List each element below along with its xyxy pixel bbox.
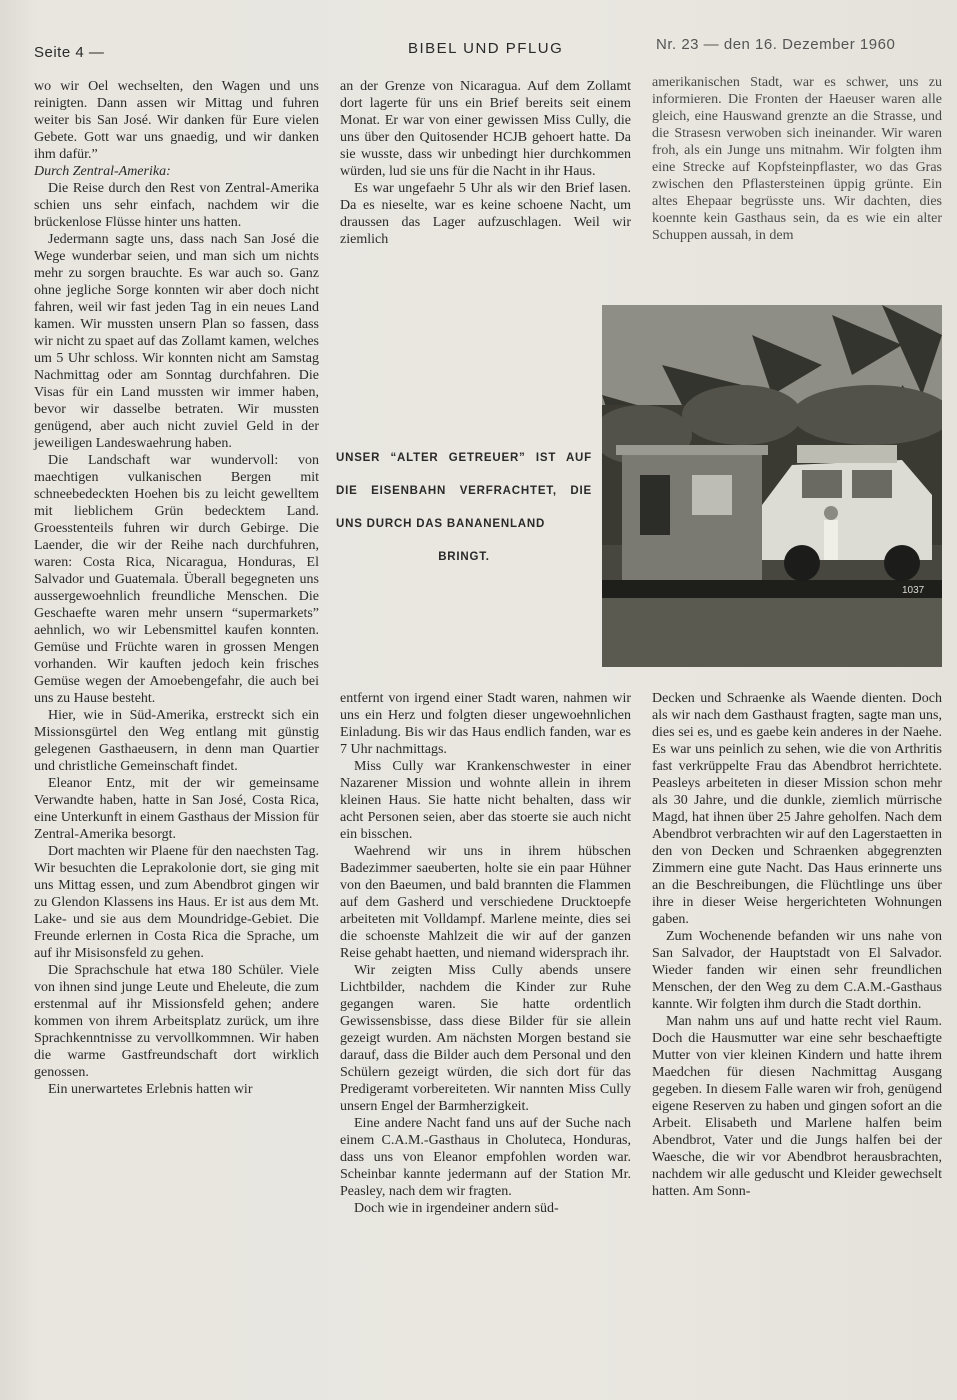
photo-caption: [336, 442, 592, 574]
paragraph: Miss Cully war Krankenschwester in einer Nazarener Mission und wohnte allein in ihrem kleinen Haus. Sie hatte nicht behalten, dass wir acht Personen seien, aber das stoerte sie auch nicht ein bisschen.: [340, 759, 631, 842]
paragraph: Wir zeigten Miss Cully abends unsere Lichtbilder, nachdem die Kinder zur Ruhe gegangen waren. Sie hatte ordentlich Gewissensbisse, dass diese Bilder für sie allein gezeigt wurden. Am nächsten Morgen bestand sie darauf, dass die Bilder auch dem Personal und den Schülern gezeigt würden, die sich dort für das Predigeramt vorbereiteten. Wir nannten Miss Cully unsern Engel der Barmherzigkeit.: [340, 963, 631, 1114]
page-number: Seite 4 —: [34, 44, 105, 61]
column-3-top: [652, 74, 942, 244]
masthead-title: BIBEL UND PFLUG: [408, 40, 564, 57]
paragraph: Waehrend wir uns in ihrem hübschen Badezimmer saeuberten, holte sie ein paar Hühner von den Baeumen, und bald brannten die Flammen auf dem Gasherd und verschiedene Drucktoepfe arbeiteten mit Volldampf. Marlene meinte, dies sei die schoenste Mahlzeit die wir auf der ganzen Reise gehabt haetten, und niemand widersprach ihr.: [340, 844, 631, 961]
train-photo-drawing: [602, 305, 942, 667]
paragraph: entfernt von irgend einer Stadt waren, nahmen wir uns ein Herz und folgten dieser ungewoehnlichen Einladung. Bis wir das Haus endlich fanden, war es 7 Uhr nachmittags.: [340, 691, 631, 757]
paragraph: Die Reise durch den Rest von Zentral-Amerika schien uns sehr einfach, nachdem wir die brückenlose Flüsse hinter uns hatten.: [34, 181, 319, 230]
paragraph: Doch wie in irgendeiner andern süd-: [354, 1201, 559, 1216]
section-heading: Durch Zentral-Amerika:: [34, 164, 171, 179]
paragraph: Eine andere Nacht fand uns auf der Suche nach einem C.A.M.-Gasthaus in Choluteca, Honduras, dass uns von Eleanor empfohlen worden war. Scheinbar kannte jedermann auf der Station Mr. Peasley, nach dem wir fragten.: [340, 1116, 631, 1199]
page-header: [0, 36, 957, 62]
paragraph: Hier, wie in Süd-Amerika, erstreckt sich ein Missionsgürtel den Weg entlang mit günstig gelegenen Gasthaeusern, in denn man Quartier und christliche Gemeinschaft findet.: [34, 708, 319, 774]
paragraph: an der Grenze von Nicaragua. Auf dem Zollamt dort lagerte für uns ein Brief bereits seit einem Monat. Er war von einer gewissen Miss Cully, die uns über den Quitosender HCJB gehoert hatte. Da sie wusste, dass wir unbedingt hier durchkommen würden, lud sie uns für die Nacht in ihr Haus.: [340, 79, 631, 179]
issue-date: Nr. 23 — den 16. Dezember 1960: [656, 36, 896, 53]
paragraph: Die Sprachschule hat etwa 180 Schüler. Viele von ihnen sind junge Leute und Eheleute, die zum erstenmal auf ihr Missionsfeld gehen; andere kommen von ihrem Arbeitsplatz zurück, um ihre Sprachkenntnisse zu vervollkommnen. Wir haben die warme Gastfreundschaft dort wirklich genossen.: [34, 963, 319, 1080]
paragraph: Eleanor Entz, mit der wir gemeinsame Verwandte haben, hatte in San José, Costa Rica, eine Unterkunft in einem Gasthaus der Mission für Zentral-Amerika besorgt.: [34, 776, 319, 842]
paragraph: Jedermann sagte uns, dass nach San José die Wege wunderbar seien, und man sich um nichts mehr zu sorgen brauchte. Es war auch so. Ganz ohne jegliche Sorge konnten wir aber doch nicht fahren, weil wir fast jeden Tag in ein neues Land kamen. Wir mussten unsern Plan so fassen, dass wir nicht zu spaet auf das Zollamt kamen, welches um 5 Uhr schloss. Wir konnten nicht am Samstag Nachmittag oder am Sonntag durchfahren. Die Visas für ein Land mussten wir immer haben, bevor wir dasselbe betraten. Wir mussten genügend, aber auch nicht zuviel Geld in der jeweiligen Landeswaehrung haben.: [34, 232, 319, 451]
paragraph: wo wir Oel wechselten, den Wagen und uns reinigten. Dann assen wir Mittag und fuhren weiter bis San José. Wir danken für Eure vielen Gebete. Gott war uns gnaedig, und wir danken ihm dafür.”: [34, 79, 319, 162]
paragraph: Man nahm uns auf und hatte recht viel Raum. Doch die Hausmutter war eine sehr beschaeftigte Mutter von vier kleinen Kindern und hatte ihrem Maedchen für diesen Nachmittag Ausgang gegeben. In diesem Falle waren wir froh, genügend eigene Reserven zu haben und gingen sofort an die Arbeit. Elisabeth und Marlene halfen beim Abendbrot, Vater und die Jungs halfen bei der Waesche, die wir vor Abendbrot herausbrachten, nachdem wir alle geduscht und Kleider gewechselt hatten. Am Sonn-: [652, 1014, 942, 1199]
train-photo: [602, 305, 942, 667]
paragraph: Es war ungefaehr 5 Uhr als wir den Brief lasen. Da es nieselte, war es keine schoene Nacht, um draussen das Lager aufzuschlagen. Weil wir ziemlich: [340, 181, 631, 247]
paragraph: Decken und Schraenke als Waende dienten. Doch als wir nach dem Gasthaust fragten, sagte man uns, dies sei es, und es gaebe kein anderes in der Naehe. Es war uns peinlich zu sehen, wie die von Arthritis fast verkrüppelte Frau das Abendbrot herrichtete. Peasleys arbeiteten in dieser Mission schon mehr als 30 Jahre, und die dunkle, ziemlich mürrische Magd, hat ihnen über 25 Jahre geholfen. Nach dem Abendbrot verbrachten wir auf den Lagerstaetten in den von Decken und Schraenken abgegrenzten Zimmern eine gute Nacht. Das Haus erinnerte uns an die Beschreibungen, die Flüchtlinge uns über ihre in dieser Weise hergerichteten Wohnungen gaben.: [652, 691, 942, 927]
paragraph: amerikanischen Stadt, war es schwer, uns zu informieren. Die Fronten der Haeuser waren alle gleich, eine Hauswand grenzte an die Strasse, und die Strasesn verwoben sich ineinander. Wir waren froh, als ein Junge uns mitnahm. Wir folgten ihm eine Strecke auf Kopfsteinpflaster, wo das Gras zwischen den Pflastersteinen üppig grünte. Ein altes Ehepaar begrüsste uns. Wir dachten, dies koennte kein Gasthaus sein, da es wie ein alter Schuppen aussah, in dem: [652, 75, 942, 243]
column-3-bottom: [652, 690, 942, 1200]
paragraph: Die Landschaft war wundervoll: von maechtigen vulkanischen Bergen mit schneebedeckten Hoehen bis zu leicht gewelltem mit lieblichem Grün bedecktem Land. Groesstenteils fuhren wir durch Gebirge. Die Laender, die wir der Reihe nach durchfuhren, waren: Costa Rica, Nicaragua, Honduras, El Salvador und Guatemala. Überall begegneten uns aussergewoehnlich freundliche Menschen. Die Geschaefte waren mehr unsern “supermarkets” aehnlich, wo wir Lebensmittel kaufen konnten. Gemüse und Früchte waren in grossen Mengen vorhanden. Wir kauften jedoch kein frisches Gemüse wegen der Amoebengefahr, die auch bei uns zu Hause besteht.: [34, 453, 319, 706]
column-2-bottom: [340, 690, 631, 1217]
paragraph: Zum Wochenende befanden wir uns nahe von San Salvador, der Hauptstadt von El Salvador. Wieder fanden wir einen sehr freundlichen Menschen, der den Weg zu dem C.A.M.-Gasthaus kannte. Wir folgten ihm durch die Stadt dorthin.: [652, 929, 942, 1012]
flatcar-number: 1037: [902, 585, 925, 596]
photo-caption-last: BRINGT.: [438, 551, 490, 563]
column-1: [34, 78, 319, 1098]
column-2-top: [340, 78, 631, 248]
paragraph: Dort machten wir Plaene für den naechsten Tag. Wir besuchten die Leprakolonie dort, sie ging mit uns Mittag essen, und zum Abendbrot gingen wir zu Glendon Klassens ins Haus. Er ist aus dem Mt. Lake- und sie aus dem Moundridge-Gebiet. Die Freunde erlernen in Costa Rica die Sprache, um auf ihr Misisonsfeld zu gehen.: [34, 844, 319, 961]
photo-caption-main: UNSER “ALTER GETREUER” IST AUF DIE EISENBAHN VERFRACHTET, DIE UNS DURCH DAS BANANENLAND: [336, 452, 592, 530]
paragraph: Ein unerwartetes Erlebnis hatten wir: [48, 1082, 253, 1097]
